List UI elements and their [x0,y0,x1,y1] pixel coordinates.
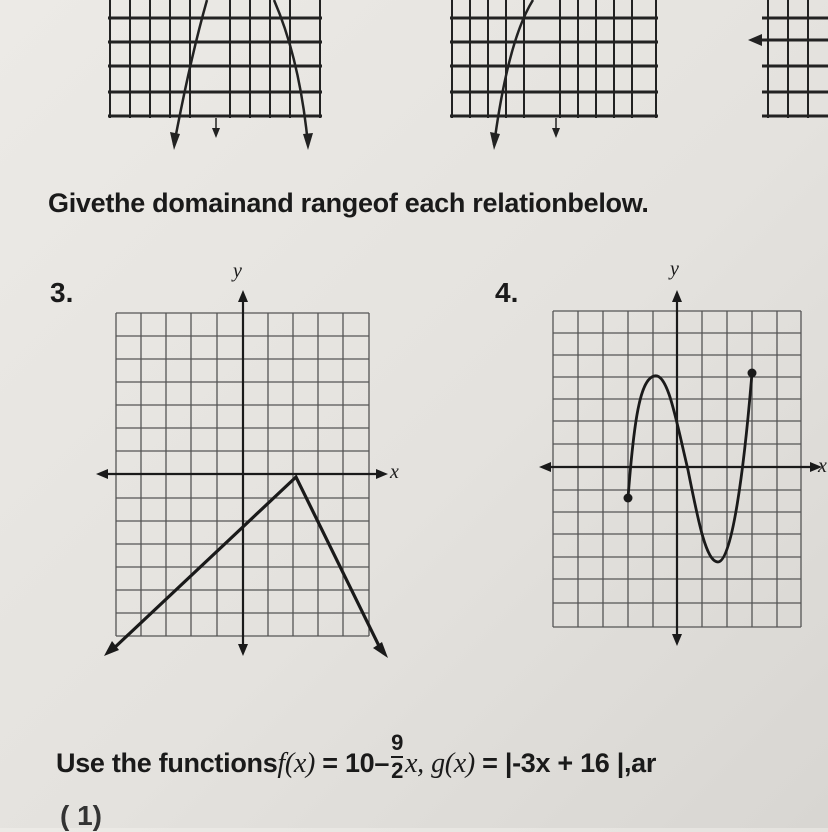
graph-4-start-point [624,494,633,503]
graph-3-y-label: y [233,260,242,282]
g-function-name: g(x) [431,748,475,780]
instruction-heading: Givethe domainand rangeof each relationbelow. [48,188,649,218]
f-function-name: f(x) [277,748,316,780]
bottom-cutoff-text: ( 1) [60,800,102,831]
functions-prefix: Use the functions [56,748,278,779]
functions-line [56,730,657,790]
f-function-tail: x, [405,748,424,780]
fraction-denominator: 2 [391,758,404,783]
problem-3-number: 3. [50,277,74,308]
graph-4-x-label: x [818,455,827,477]
graph-4-y-label: y [670,258,679,280]
problem-4-number: 4. [495,277,519,308]
graph-3-x-label: x [390,461,399,483]
fraction [391,732,403,782]
g-function-eq: = |-3x + 16 |,ar [474,748,657,779]
graph-4-end-point [748,369,757,378]
fraction-numerator: 9 [391,730,404,755]
f-function-eq: = 10– [315,748,390,779]
